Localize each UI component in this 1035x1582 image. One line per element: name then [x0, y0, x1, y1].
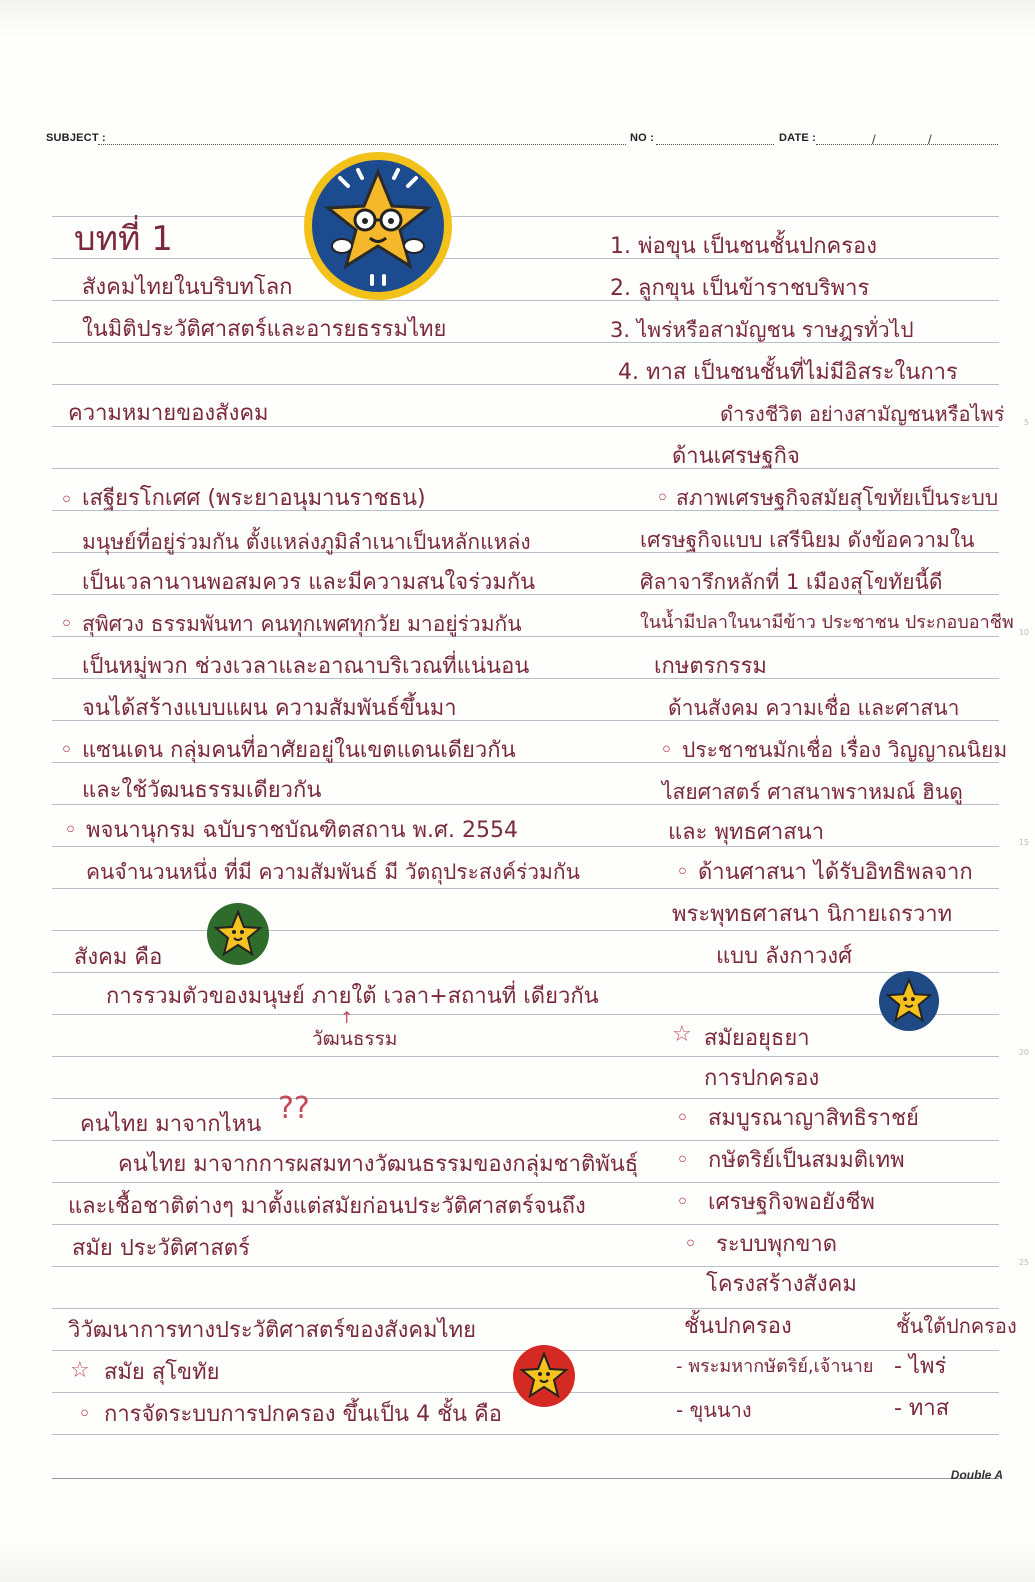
- margin-mark: 10: [1018, 628, 1029, 637]
- paragraph-line: ในน้ำมีปลาในนามีข้าว ประชาชน ประกอบอาชีพ: [640, 612, 1014, 633]
- arrow-icon: ↑: [340, 1008, 354, 1027]
- date-field: [816, 144, 998, 145]
- chapter-title: บทที่ 1: [74, 219, 173, 259]
- era-heading: สมัย สุโขทัย: [104, 1360, 220, 1385]
- definition-source: พจนานุกรม ฉบับราชบัณฑิตสถาน พ.ศ. 2554: [86, 818, 518, 843]
- bullet-icon: ◦: [676, 1190, 689, 1215]
- section-heading: ความหมายของสังคม: [68, 401, 269, 426]
- list-item: สมบูรณาญาสิทธิราชย์: [708, 1106, 919, 1131]
- bullet-icon: ◦: [60, 488, 73, 513]
- bullet-icon: ◦: [676, 860, 689, 885]
- paragraph-line: เศรษฐกิจแบบ เสรีนิยม ดังข้อความใน: [640, 528, 975, 552]
- red-star-sticker-icon: [512, 1344, 576, 1408]
- star-with-glasses-sticker-icon: [302, 150, 454, 302]
- subsection-heading: การปกครอง: [704, 1066, 820, 1091]
- definition-text: มนุษย์ที่อยู่ร่วมกัน ตั้งแหล่งภูมิลำเนาเป็นหลักแหล่ง: [82, 530, 531, 554]
- paragraph-line: และ พุทธศาสนา: [668, 820, 825, 845]
- bullet-icon: ◦: [676, 1148, 689, 1173]
- no-label: NO :: [630, 132, 655, 144]
- subject-label: SUBJECT :: [46, 132, 106, 144]
- column-heading: ชั้นใต้ปกครอง: [896, 1314, 1017, 1338]
- definition-text: เป็นหมู่พวก ช่วงเวลาและอาณาบริเวณที่แน่นอน: [82, 654, 530, 679]
- list-item: กษัตริย์เป็นสมมติเทพ: [708, 1148, 905, 1173]
- margin-mark: 15: [1018, 838, 1029, 847]
- subsection-heading: โครงสร้างสังคม: [706, 1272, 857, 1297]
- era-heading: สมัยอยุธยา: [704, 1026, 810, 1051]
- society-definition: การรวมตัวของมนุษย์ ภายใต้ เวลา+สถานที่ เดียวกัน: [106, 984, 599, 1009]
- bullet-icon: ◦: [78, 1402, 91, 1427]
- list-item: เศรษฐกิจพอยังชีพ: [708, 1190, 875, 1215]
- class-item: 2. ลูกขุน เป็นข้าราชบริพาร: [610, 276, 870, 301]
- paragraph-line: ศิลาจารึกหลักที่ 1 เมืองสุโขทัยนี้ดี: [640, 570, 943, 594]
- margin-mark: 25: [1018, 1258, 1029, 1267]
- date-separator: /: [872, 132, 876, 147]
- column-heading: ชั้นปกครอง: [684, 1314, 792, 1339]
- section-heading: ด้านเศรษฐกิจ: [672, 444, 800, 469]
- paragraph-line: พระพุทธศาสนา นิกายเถรวาท: [672, 902, 953, 927]
- chapter-subtitle: ในมิติประวัติศาสตร์และอารยธรรมไทย: [82, 317, 447, 342]
- definition-text: คนจำนวนหนึ่ง ที่มี ความสัมพันธ์ มี วัตถุประสงค์ร่วมกัน: [86, 860, 580, 884]
- paragraph-line: ด้านศาสนา ได้รับอิทธิพลจาก: [698, 860, 973, 885]
- bullet-icon: ◦: [656, 486, 669, 511]
- bullet-icon: ◦: [684, 1232, 697, 1257]
- section-heading: ด้านสังคม ความเชื่อ และศาสนา: [668, 696, 960, 720]
- society-culture-note: วัฒนธรรม: [312, 1028, 398, 1050]
- date-label: DATE :: [779, 132, 817, 144]
- paragraph-line: สภาพเศรษฐกิจสมัยสุโขทัยเป็นระบบ: [676, 486, 999, 510]
- paragraph-line: และเชื้อชาติต่างๆ มาตั้งแต่สมัยก่อนประวัติศาสตร์จนถึง: [68, 1194, 586, 1219]
- blue-star-sticker-icon: [878, 970, 940, 1032]
- table-cell: - พระมหากษัตริย์,เจ้านาย: [676, 1356, 874, 1377]
- margin-mark: 20: [1018, 1048, 1029, 1057]
- paragraph-line: ไสยศาสตร์ ศาสนาพราหมณ์ ฮินดู: [662, 780, 963, 804]
- class-item: 3. ไพร่หรือสามัญชน ราษฎรทั่วไป: [610, 318, 914, 342]
- bullet-icon: ◦: [676, 1106, 689, 1131]
- table-cell: - ทาส: [894, 1396, 950, 1421]
- paragraph-line: การจัดระบบการปกครอง ขึ้นเป็น 4 ชั้น คือ: [104, 1402, 502, 1427]
- star-outline-icon: ☆: [70, 1358, 90, 1383]
- paragraph-line: เกษตรกรรม: [654, 654, 767, 679]
- bullet-icon: ◦: [660, 738, 673, 763]
- margin-mark: 5: [1023, 418, 1029, 427]
- no-field: [656, 144, 774, 145]
- page-header: [46, 128, 999, 152]
- class-item: 1. พ่อขุน เป็นชนชั้นปกครอง: [610, 234, 878, 259]
- table-cell: - ไพร่: [894, 1354, 947, 1379]
- bullet-icon: ◦: [64, 818, 77, 843]
- definition-text: จนได้สร้างแบบแผน ความสัมพันธ์ขึ้นมา: [82, 696, 457, 721]
- class-item-continued: ดำรงชีวิต อย่างสามัญชนหรือไพร่: [720, 402, 1005, 426]
- paragraph-line: สมัย ประวัติศาสตร์: [72, 1236, 250, 1261]
- paragraph-line: แบบ ลังกาวงศ์: [716, 944, 853, 969]
- green-star-sticker-icon: [206, 902, 270, 966]
- chapter-subtitle: สังคมไทยในบริบทโลก: [82, 275, 293, 300]
- bullet-icon: ◦: [60, 612, 73, 637]
- definition-text: และใช้วัฒนธรรมเดียวกัน: [82, 778, 322, 803]
- definition-source: แซนเดน กลุ่มคนที่อาศัยอยู่ในเขตแดนเดียวกัน: [82, 738, 516, 763]
- section-heading: คนไทย มาจากไหน: [80, 1112, 262, 1137]
- date-separator: /: [928, 132, 932, 147]
- table-cell: - ขุนนาง: [676, 1398, 752, 1422]
- star-outline-icon: ☆: [672, 1022, 692, 1047]
- definition-source: สุพิศวง ธรรมพันทา คนทุกเพศทุกวัย มาอยู่ร่วมกัน: [82, 612, 522, 636]
- brand-logo: Double A: [950, 1468, 1003, 1482]
- definition-source: เสฐียรโกเศศ (พระยาอนุมานราชธน): [82, 486, 426, 511]
- paragraph-line: ประชาชนมักเชื่อ เรื่อง วิญญาณนิยม: [682, 738, 1008, 762]
- section-heading: วิวัฒนาการทางประวัติศาสตร์ของสังคมไทย: [68, 1318, 476, 1343]
- paragraph-line: คนไทย มาจากการผสมทางวัฒนธรรมของกลุ่มชาติพันธุ์: [118, 1152, 639, 1177]
- bullet-icon: ◦: [60, 738, 73, 763]
- question-marks: ??: [278, 1091, 310, 1126]
- subject-field: [98, 144, 626, 145]
- section-heading: สังคม คือ: [74, 945, 163, 970]
- list-item: ระบบพุกขาด: [716, 1232, 838, 1257]
- definition-text: เป็นเวลานานพอสมควร และมีความสนใจร่วมกัน: [82, 570, 536, 595]
- class-item: 4. ทาส เป็นชนชั้นที่ไม่มีอิสระในการ: [618, 360, 958, 385]
